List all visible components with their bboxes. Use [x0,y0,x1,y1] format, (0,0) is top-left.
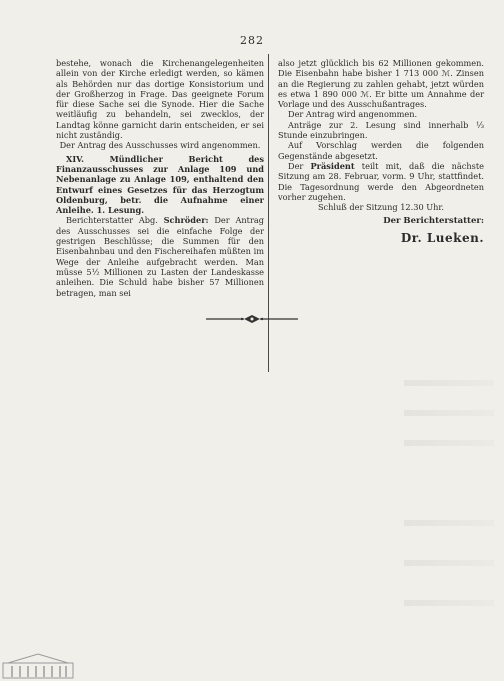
left-paragraph-1: bestehe, wonach die Kirchenangelegenheiten allein von der Kirche erledigt werden, so kämen als Behörden nur das dortige Konsistorium und der Großherzog in Frage. Das geeignete Forum für diese Sache sei die Synode. Hier die Sache weitläufig zu behandeln, sei zwecklos, der Landtag könne garnicht darin entscheiden, er sei nicht zuständig. [56,58,264,141]
right-paragraph-1: also jetzt glücklich bis 62 Millionen gekommen. Die Eisenbahn habe bisher 1 713 000 ℳ. Zinsen an die Regierung zu zahlen gehabt, jetzt würden es etwa 1 890 000 ℳ. Er bitte um Annahme der Vorlage und des Ausschußantrages. [278,58,484,110]
left-paragraph-3 [56,215,264,297]
right-paragraph-4: Auf Vorschlag werden die folgenden Gegenstände abgesetzt. [278,140,484,161]
bleed-through-mark [404,560,494,566]
right-paragraph-6: Schluß der Sitzung 12.30 Uhr. [317,202,445,213]
signature-name: Dr. Lueken. [400,230,484,245]
bleed-through-mark [404,520,494,526]
speaker-text: Der Antrag des Ausschusses sei die einfache Folge der gestrigen Beschlüsse; die Summen für den Eisenbahnbau und den Fischereihafen müßten im Wege der Anleihe aufgebracht werden. Man müsse 5½ Millionen zu Lasten der Landeskasse anleihen. Die Schuld habe bisher 57 Millionen betragen, man sei [56,215,265,298]
bleed-through-mark [404,410,494,416]
bleed-through-mark [404,440,494,446]
speaker-prefix: Berichterstatter Abg. [66,215,164,226]
page-number: 282 [240,34,264,47]
library-building-logo [2,653,74,679]
signature-label: Der Berichterstatter: [383,216,484,227]
ornament-divider [202,314,302,324]
left-column [56,58,264,298]
left-paragraph-2: Der Antrag des Ausschusses wird angenommen. [59,140,261,151]
president-label: Präsident [310,160,355,171]
president-prefix: Der [288,160,311,171]
right-paragraph-2: Der Antrag wird angenommen. [288,109,418,120]
president-text: teilt mit, daß die nächste Sitzung am 28. Februar, vorm. 9 Uhr, stattfindet. Die Tagesordnung werde den Abgeordneten vorher zugehen. [278,160,484,202]
right-paragraph-3: Anträge zur 2. Lesung sind innerhalb ⅓ Stunde einzubringen. [278,119,484,141]
right-column [278,58,484,243]
bleed-through-mark [404,600,494,606]
bleed-through-mark [404,380,494,386]
column-divider [268,54,269,372]
speaker-name: Schröder: [163,215,209,226]
right-paragraph-5 [278,161,484,202]
section-heading: XIV. Mündlicher Bericht des Finanzausschusses zur Anlage 109 und Nebenanlage zu Anlage 109, enthaltend den Entwurf eines Gesetzes für das Herzogtum Oldenburg, betr. die Aufnahme einer Anleihe. 1. Lesung. [56,153,264,216]
